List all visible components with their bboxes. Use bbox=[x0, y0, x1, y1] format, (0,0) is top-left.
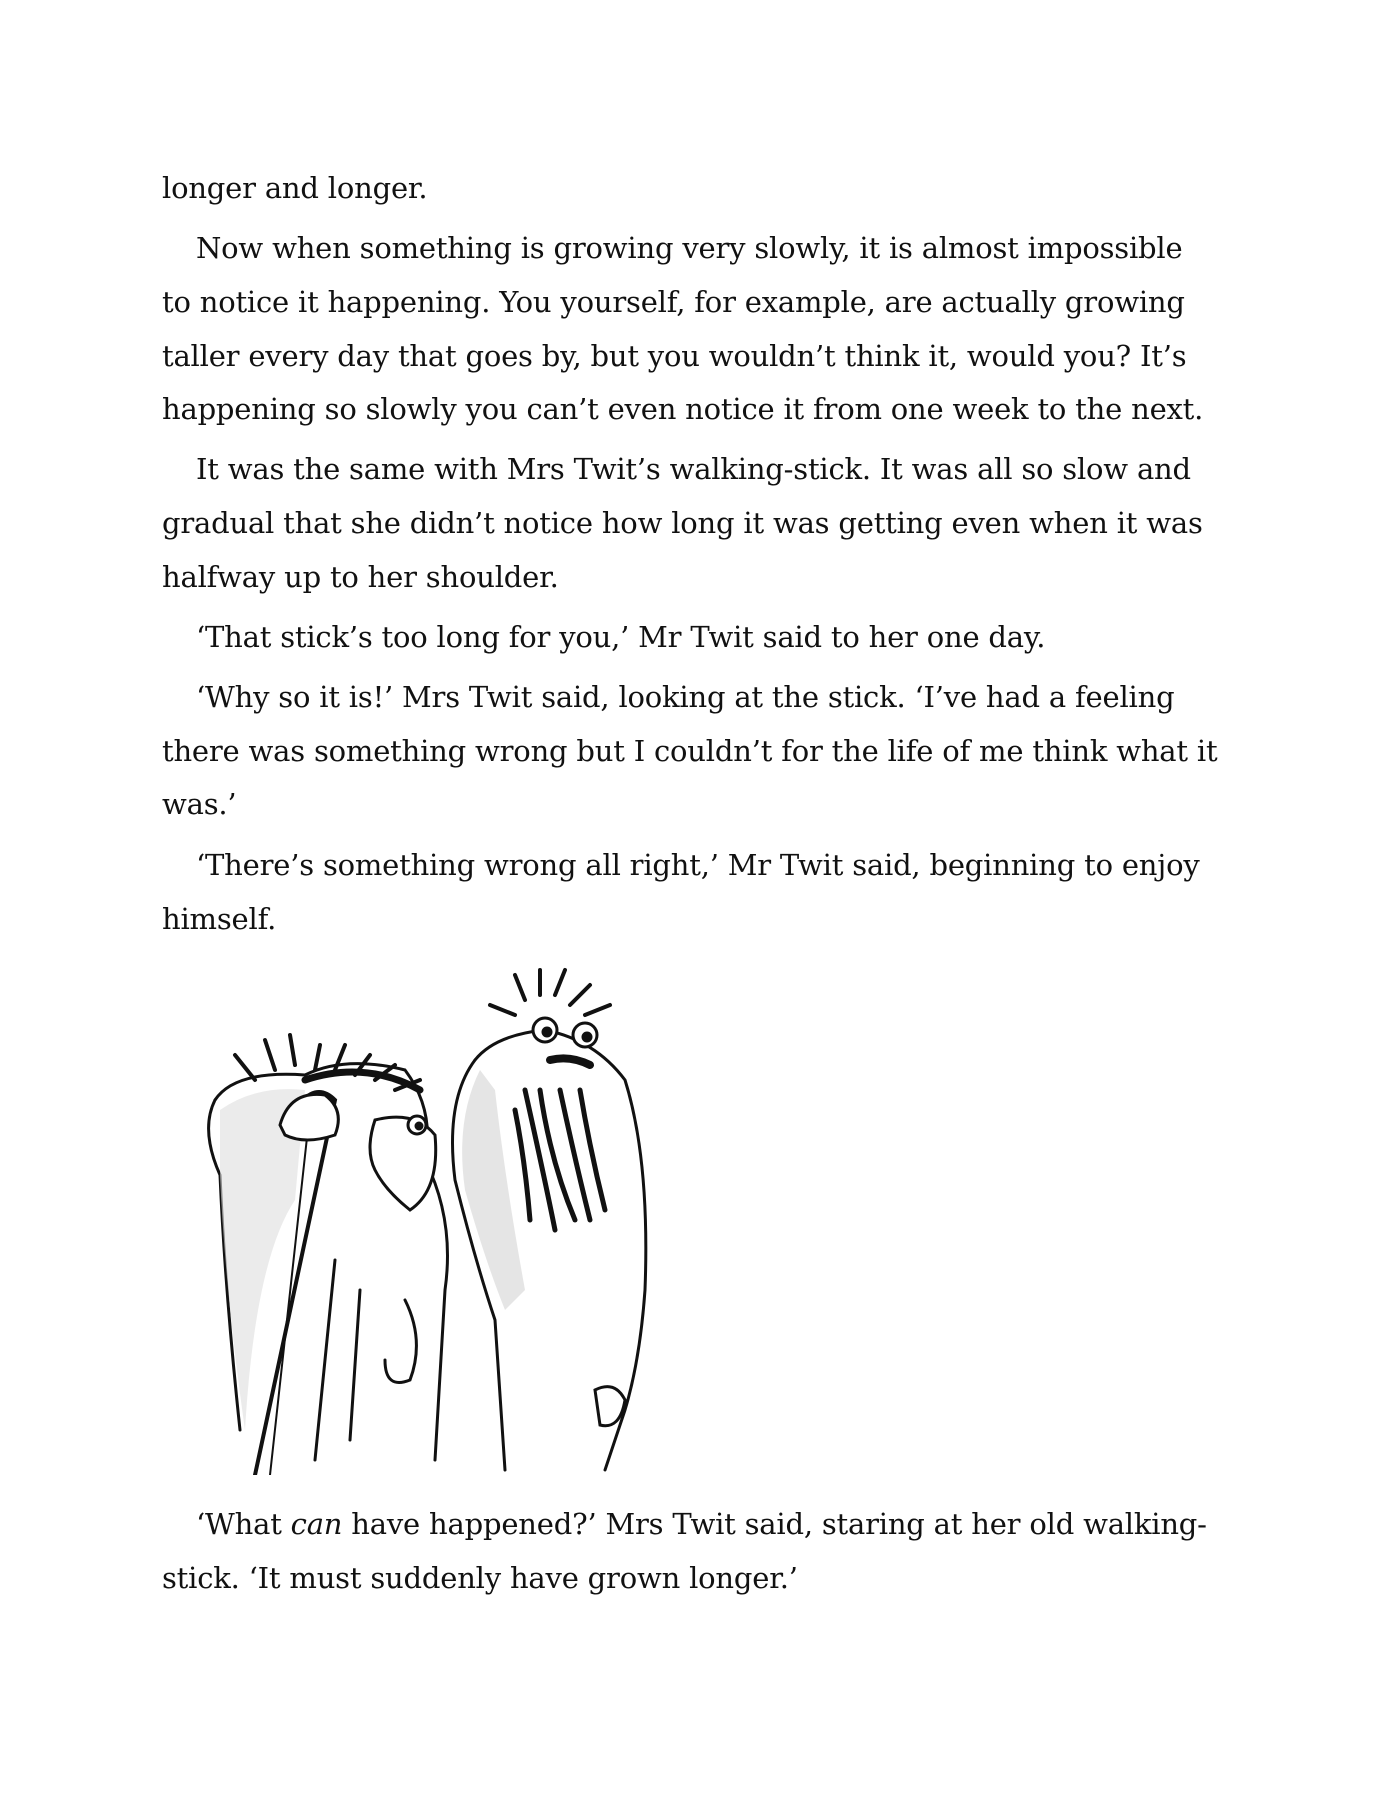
text-line: happening so slowly you can’t even notice it from one week to the next. bbox=[162, 392, 1204, 426]
emphasis-text: can bbox=[290, 1507, 343, 1541]
text-span: have happened?’ Mrs Twit said, staring at her old walking- bbox=[342, 1507, 1207, 1541]
text-line: himself. bbox=[162, 902, 277, 936]
text-line: taller every day that goes by, but you wouldn’t think it, would you? It’s bbox=[162, 339, 1187, 373]
text-line bbox=[162, 1506, 1207, 1542]
text-line: there was something wrong but I couldn’t for the life of me think what it bbox=[162, 734, 1218, 768]
text-line: longer and longer. bbox=[162, 171, 428, 205]
text-line: Now when something is growing very slowly, it is almost impossible bbox=[196, 231, 1183, 265]
text-line: to notice it happening. You yourself, for example, are actually growing bbox=[162, 285, 1185, 319]
text-line: gradual that she didn’t notice how long it was getting even when it was bbox=[162, 506, 1203, 540]
text-line: was.’ bbox=[162, 787, 237, 821]
text-line: stick. ‘It must suddenly have grown longer.’ bbox=[162, 1561, 798, 1595]
text-line: ‘There’s something wrong all right,’ Mr Twit said, beginning to enjoy bbox=[196, 848, 1200, 882]
text-line: ‘Why so it is!’ Mrs Twit said, looking at the stick. ‘I’ve had a feeling bbox=[196, 680, 1175, 714]
twits-illustration bbox=[195, 960, 725, 1475]
text-line: ‘That stick’s too long for you,’ Mr Twit said to her one day. bbox=[196, 620, 1046, 654]
text-line: It was the same with Mrs Twit’s walking-stick. It was all so slow and bbox=[196, 452, 1191, 486]
text-span: ‘What bbox=[196, 1507, 291, 1541]
text-line: halfway up to her shoulder. bbox=[162, 560, 559, 594]
